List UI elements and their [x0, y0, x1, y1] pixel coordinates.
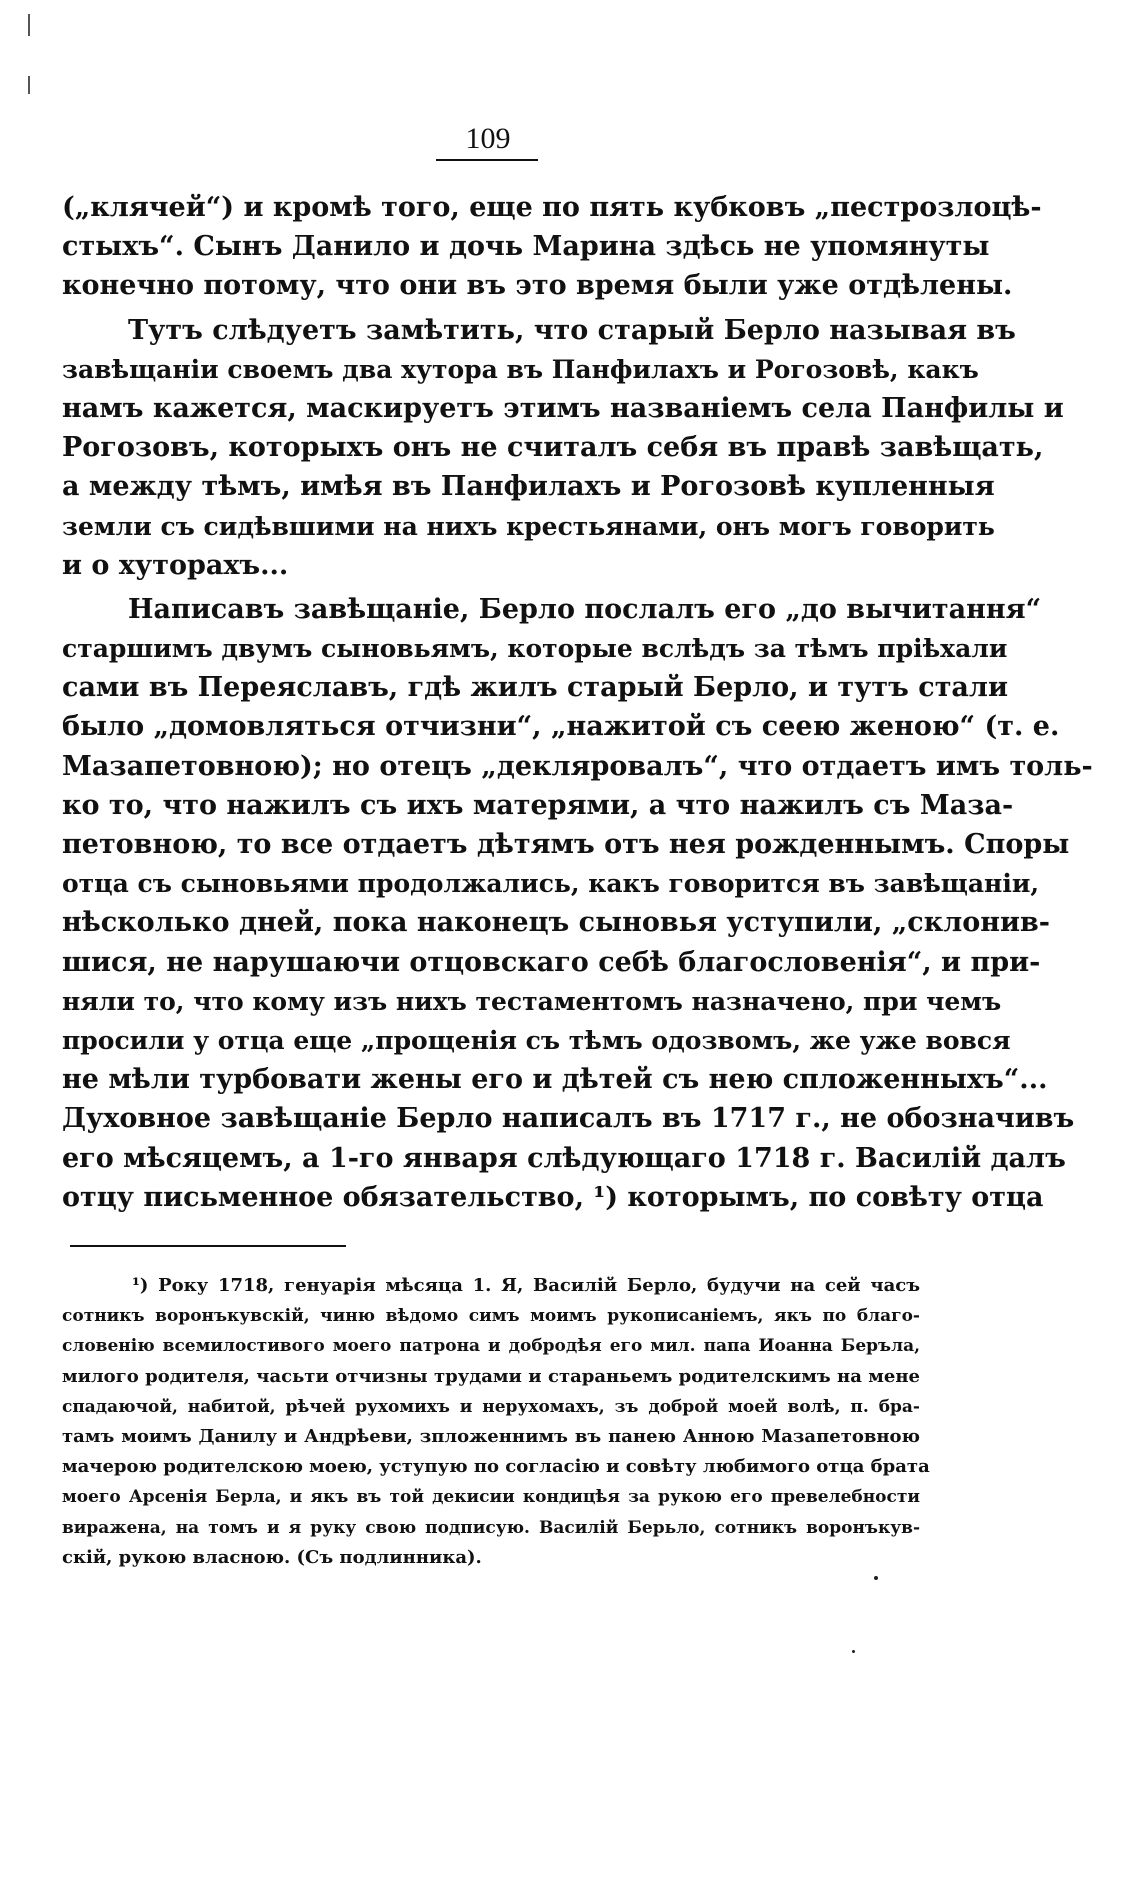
- footnote-line: спадаючой, набитой, рѣчей рухомихъ и нерухомахъ, зъ доброй моей волѣ, п. бра-: [62, 1396, 920, 1417]
- footnote-line: мачерою родителскою моею, уступую по согласію и совѣту любимого отца брата: [62, 1456, 930, 1478]
- text-line: Мазапетовною); но отецъ „декляровалъ“, что отдаетъ имъ толь-: [62, 750, 1093, 782]
- page-number: 109: [465, 122, 511, 155]
- text-line: намъ кажется, маскируетъ этимъ названіемъ села Панфилы и: [62, 392, 1064, 424]
- text-line: ко то, что нажилъ съ ихъ матерями, а что нажилъ съ Маза-: [62, 789, 1014, 821]
- text-line: конечно потому, что они въ это время были уже отдѣлены.: [62, 270, 1013, 302]
- text-line: („клячей“) и кромѣ того, еще по пять кубковъ „пестрозлоцѣ-: [62, 192, 1042, 223]
- text-line: стыхъ“. Сынъ Данило и дочь Марина здѣсь не упомянуты: [62, 231, 990, 263]
- text-line: завѣщаніи своемъ два хутора въ Панфилахъ и Рогозовѣ, какъ: [62, 354, 979, 384]
- text-line: петовною, то все отдаетъ дѣтямъ отъ нея рожденнымъ. Споры: [62, 829, 1070, 860]
- text-line: земли съ сидѣвшими на нихъ крестьянами, онъ могъ говорить: [62, 511, 995, 541]
- text-line: няли то, что кому изъ нихъ тестаментомъ назначено, при чемъ: [62, 986, 1002, 1016]
- page-number-rule: [436, 159, 538, 161]
- text-line: старшимъ двумъ сыновьямъ, которые вслѣдъ за тѣмъ пріѣхали: [62, 634, 1008, 664]
- text-line: а между тѣмъ, имѣя въ Панфилахъ и Рогозовѣ купленныя: [62, 471, 995, 503]
- footnote-line: виражена, на томъ и я руку свою подписую. Василій Берьло, сотникъ воронъкув-: [62, 1517, 920, 1538]
- footnote-line: милого родителя, часьти отчизны трудами и стараньемъ родителскимъ на мене: [62, 1365, 920, 1387]
- footnote-rule: [70, 1245, 346, 1247]
- text-line: отцу письменное обязательство, ¹) которымъ, по совѣту отца: [62, 1181, 1044, 1213]
- footnote-line: ¹) Року 1718, генуарія мѣсяца 1. Я, Василій Берло, будучи на сей часъ: [132, 1275, 920, 1296]
- footnote-line: скій, рукою власною. (Съ подлинника).: [62, 1546, 482, 1568]
- text-line: просили у отца еще „прощенія съ тѣмъ одозвомъ, же уже вовся: [62, 1025, 1011, 1055]
- text-line: Написавъ завѣщаніе, Берло послалъ его „до вычитання“: [128, 593, 1042, 625]
- text-line: его мѣсяцемъ, а 1-го января слѣдующаго 1718 г. Василій далъ: [62, 1142, 1066, 1174]
- text-line: отца съ сыновьями продолжались, какъ говорится въ завѣщаніи,: [62, 869, 1040, 899]
- footnote-line: моего Арсенія Берла, и якъ въ той декисии кондицѣя за рукою его превелебности: [62, 1487, 920, 1508]
- footnote-line: словенію всемилостивого моего патрона и добродѣя его мил. папа Иоанна Беръла,: [62, 1336, 920, 1357]
- footnote-line: сотникъ воронъкувскій, чиню вѣдомо симъ моимъ рукописаніемъ, якъ по благо-: [62, 1306, 920, 1327]
- main-text: [62, 188, 1093, 1217]
- scan-speck: [852, 1650, 855, 1653]
- scan-edge-mark: [28, 76, 30, 94]
- text-line: Рогозовъ, которыхъ онъ не считалъ себя въ правѣ завѣщать,: [62, 432, 1044, 464]
- scan-edge-mark: [28, 14, 30, 36]
- text-line: Духовное завѣщаніе Берло написалъ въ 1717 г., не обозначивъ: [62, 1103, 1075, 1135]
- text-line: Тутъ слѣдуетъ замѣтить, что старый Берло называя въ: [128, 314, 1016, 346]
- text-line: было „домовляться отчизни“, „нажитой съ сеею женою“ (т. е.: [62, 711, 1060, 743]
- text-line: сами въ Переяславъ, гдѣ жилъ старый Берло, и тутъ стали: [62, 672, 1008, 704]
- text-line: нѣсколько дней, пока наконецъ сыновья уступили, „склонив-: [62, 907, 1051, 939]
- text-line: шися, не нарушаючи отцовскаго себѣ благословенія“, и при-: [62, 946, 1041, 978]
- footnote-line: тамъ моимъ Данилу и Андрѣеви, зпложеннимъ въ панею Анною Мазапетовною: [62, 1425, 920, 1447]
- footnote: [62, 1271, 930, 1573]
- text-line: не мѣли турбовати жены его и дѣтей съ нею спложенныхъ“...: [62, 1064, 1048, 1096]
- scan-speck: [874, 1576, 878, 1580]
- text-line: и о хуторахъ...: [62, 549, 289, 581]
